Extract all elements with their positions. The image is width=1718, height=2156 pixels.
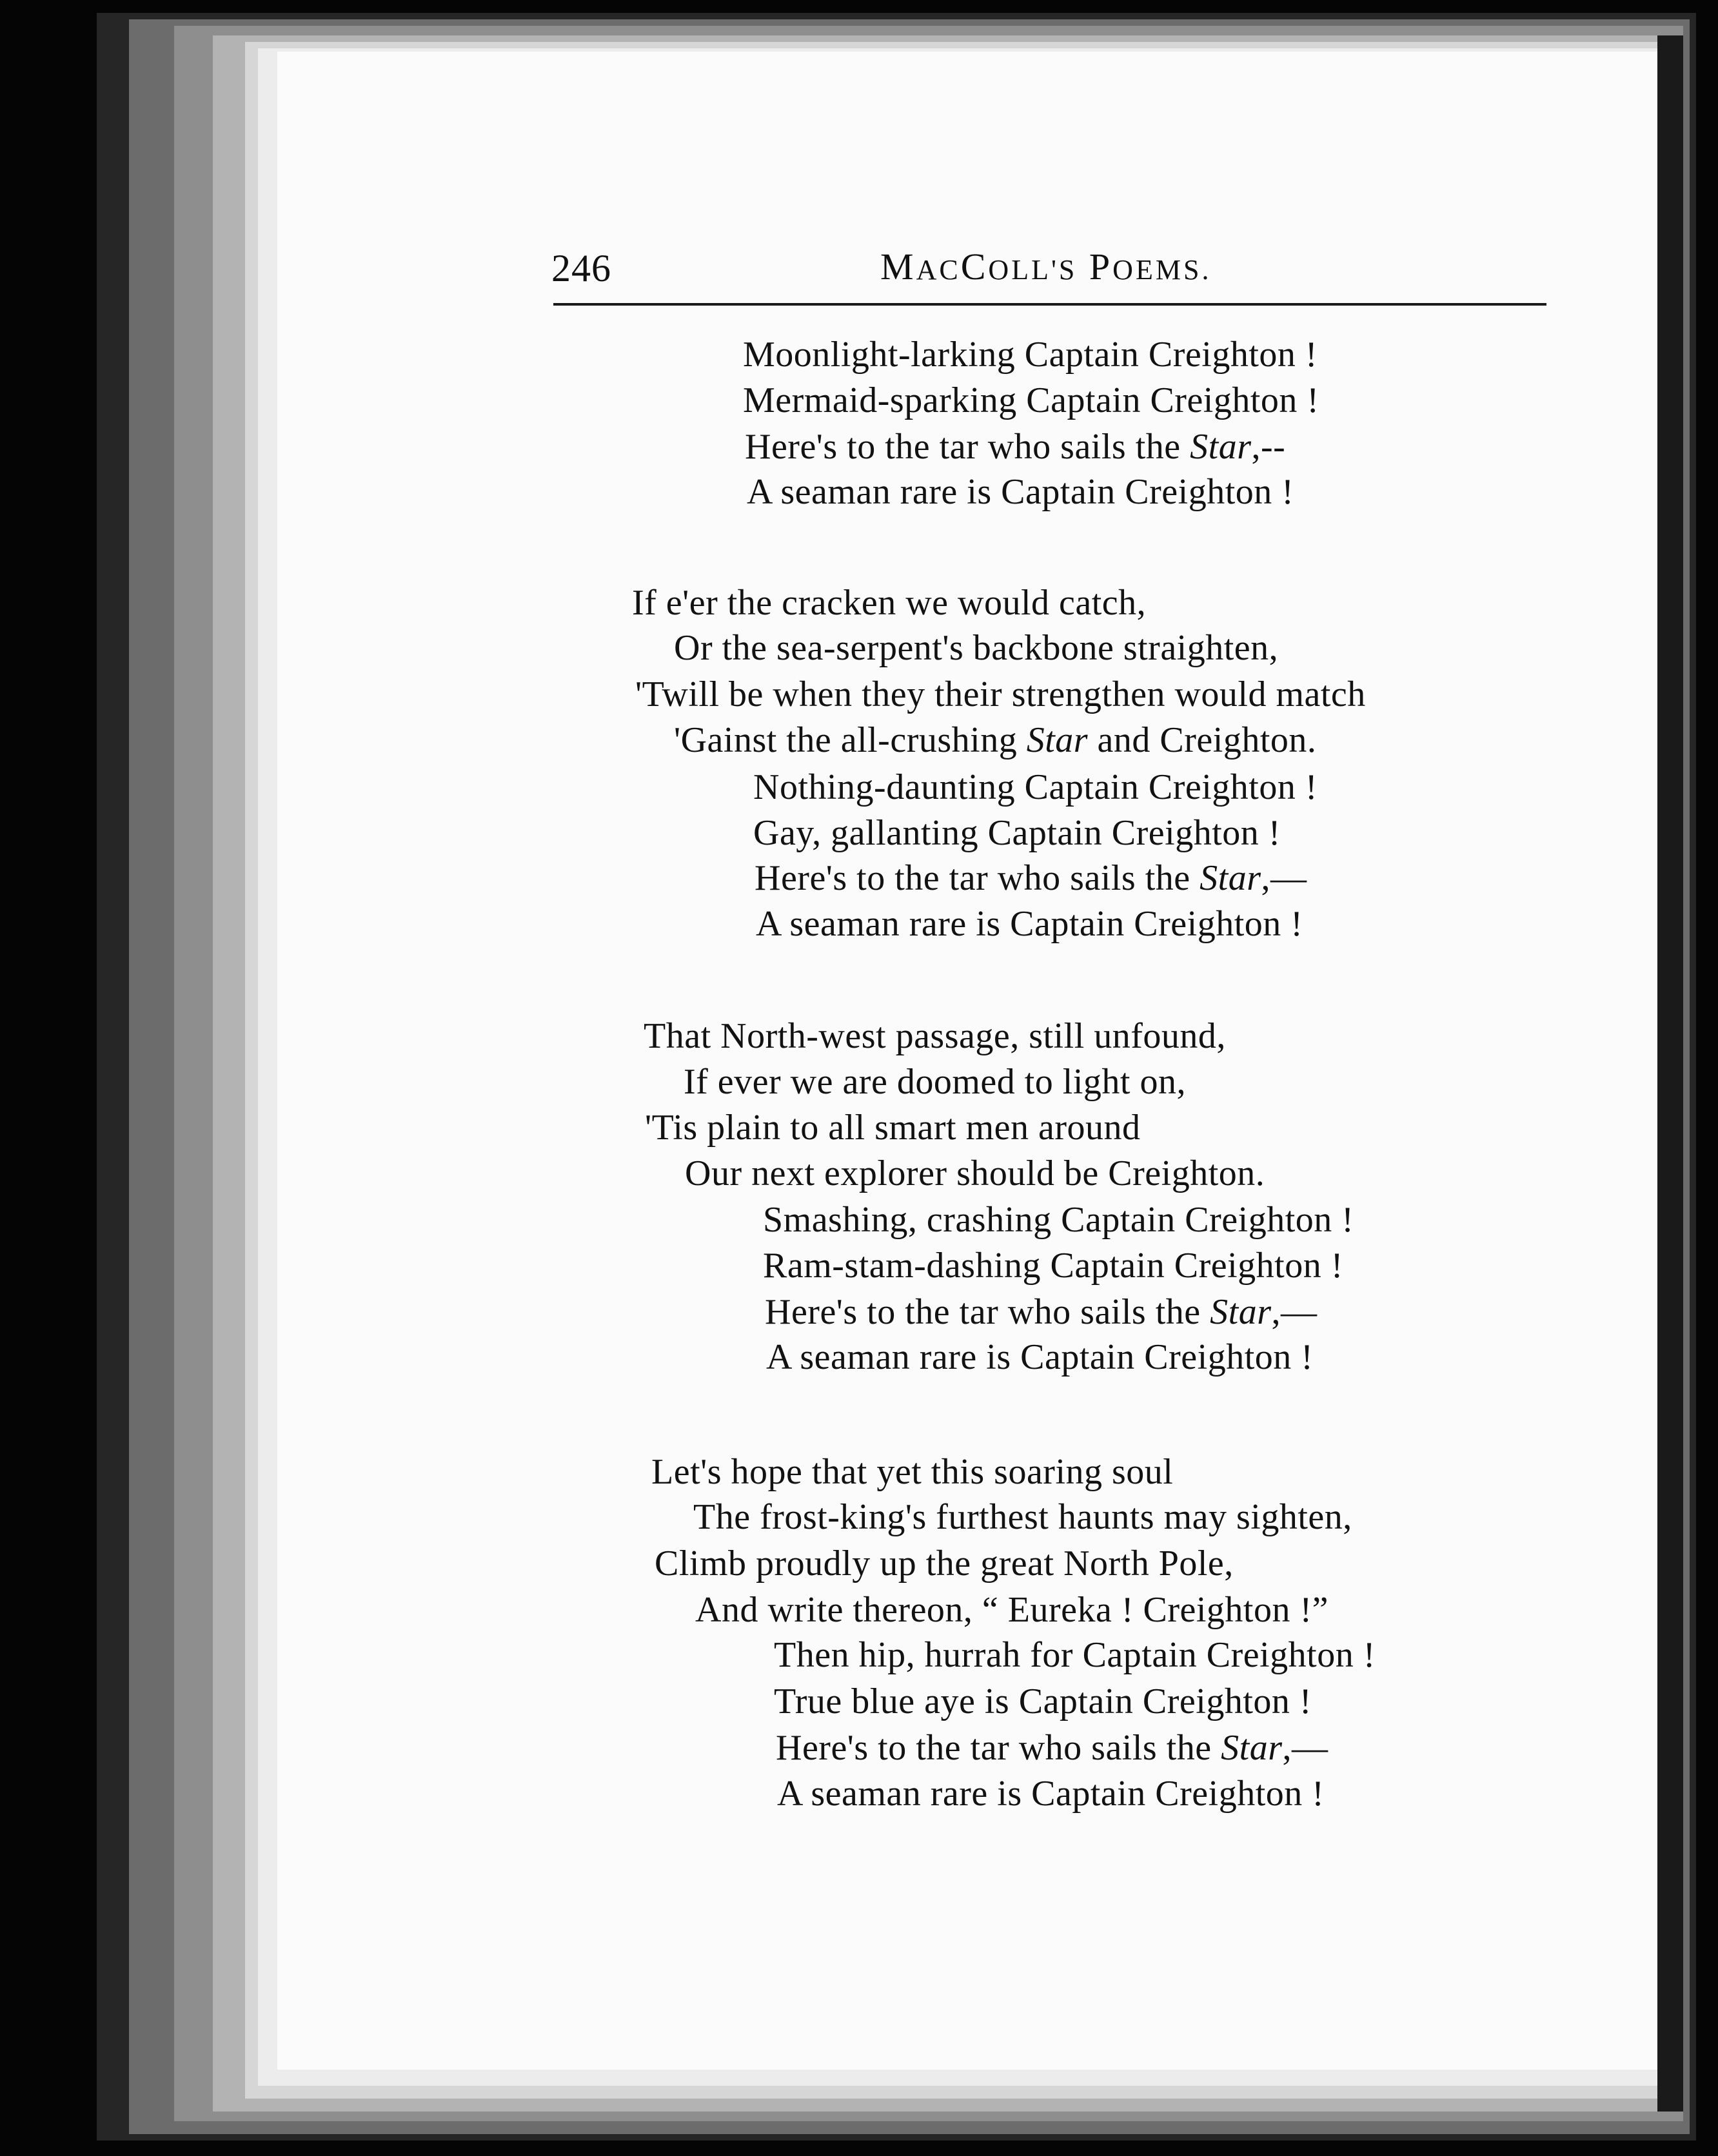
ship-name: Star [1190, 427, 1252, 467]
poem-line: And write thereon, “ Eureka ! Creighton !” [695, 1590, 1328, 1630]
poem-line: If ever we are doomed to light on, [684, 1062, 1186, 1102]
poem-line: Here's to the tar who sails the Star,— [755, 858, 1307, 898]
poem-line: Nothing-daunting Captain Creighton ! [753, 767, 1318, 807]
poem-line: Smashing, crashing Captain Creighton ! [763, 1200, 1354, 1240]
poem-line: If e'er the cracken we would catch, [632, 583, 1147, 623]
poem-line: 'Tis plain to all smart men around [645, 1108, 1141, 1148]
poem-line: A seaman rare is Captain Creighton ! [747, 472, 1294, 512]
poem-line: 'Gainst the all-crushing Star and Creighton. [674, 720, 1317, 760]
poem-line: That North-west passage, still unfound, [644, 1016, 1226, 1056]
poem-line: 'Twill be when they their strengthen would match [635, 674, 1366, 714]
poem-line: Climb proudly up the great North Pole, [655, 1544, 1234, 1583]
poem-line: Mermaid-sparking Captain Creighton ! [743, 380, 1319, 420]
poem-line: Ram-stam-dashing Captain Creighton ! [763, 1246, 1343, 1286]
running-title: MACCOLL'S POEMS. [880, 246, 1212, 288]
poem-line: Here's to the tar who sails the Star,— [765, 1292, 1318, 1332]
poem-line: Here's to the tar who sails the Star,— [776, 1728, 1328, 1768]
poem-line: Moonlight-larking Captain Creighton ! [743, 335, 1318, 375]
ship-name: Star [1210, 1292, 1272, 1332]
poem-line: The frost-king's furthest haunts may sighten, [693, 1497, 1352, 1537]
poem-line: True blue aye is Captain Creighton ! [774, 1681, 1312, 1721]
poem-line: A seaman rare is Captain Creighton ! [766, 1337, 1314, 1377]
poem-line: Then hip, hurrah for Captain Creighton ! [774, 1635, 1376, 1675]
poem-line: A seaman rare is Captain Creighton ! [777, 1774, 1325, 1814]
poem-line: Or the sea-serpent's backbone straighten, [674, 628, 1279, 668]
poem-line: Our next explorer should be Creighton. [685, 1153, 1265, 1193]
poem-line: Let's hope that yet this soaring soul [651, 1452, 1174, 1492]
poem-line: Here's to the tar who sails the Star,-- [745, 427, 1286, 467]
ship-name: Star [1026, 720, 1089, 760]
page-number: 246 [551, 247, 611, 289]
poem-line: Gay, gallanting Captain Creighton ! [753, 813, 1281, 853]
poem-line: A seaman rare is Captain Creighton ! [756, 904, 1303, 944]
ship-name: Star [1221, 1728, 1283, 1768]
ship-name: Star [1200, 858, 1261, 898]
